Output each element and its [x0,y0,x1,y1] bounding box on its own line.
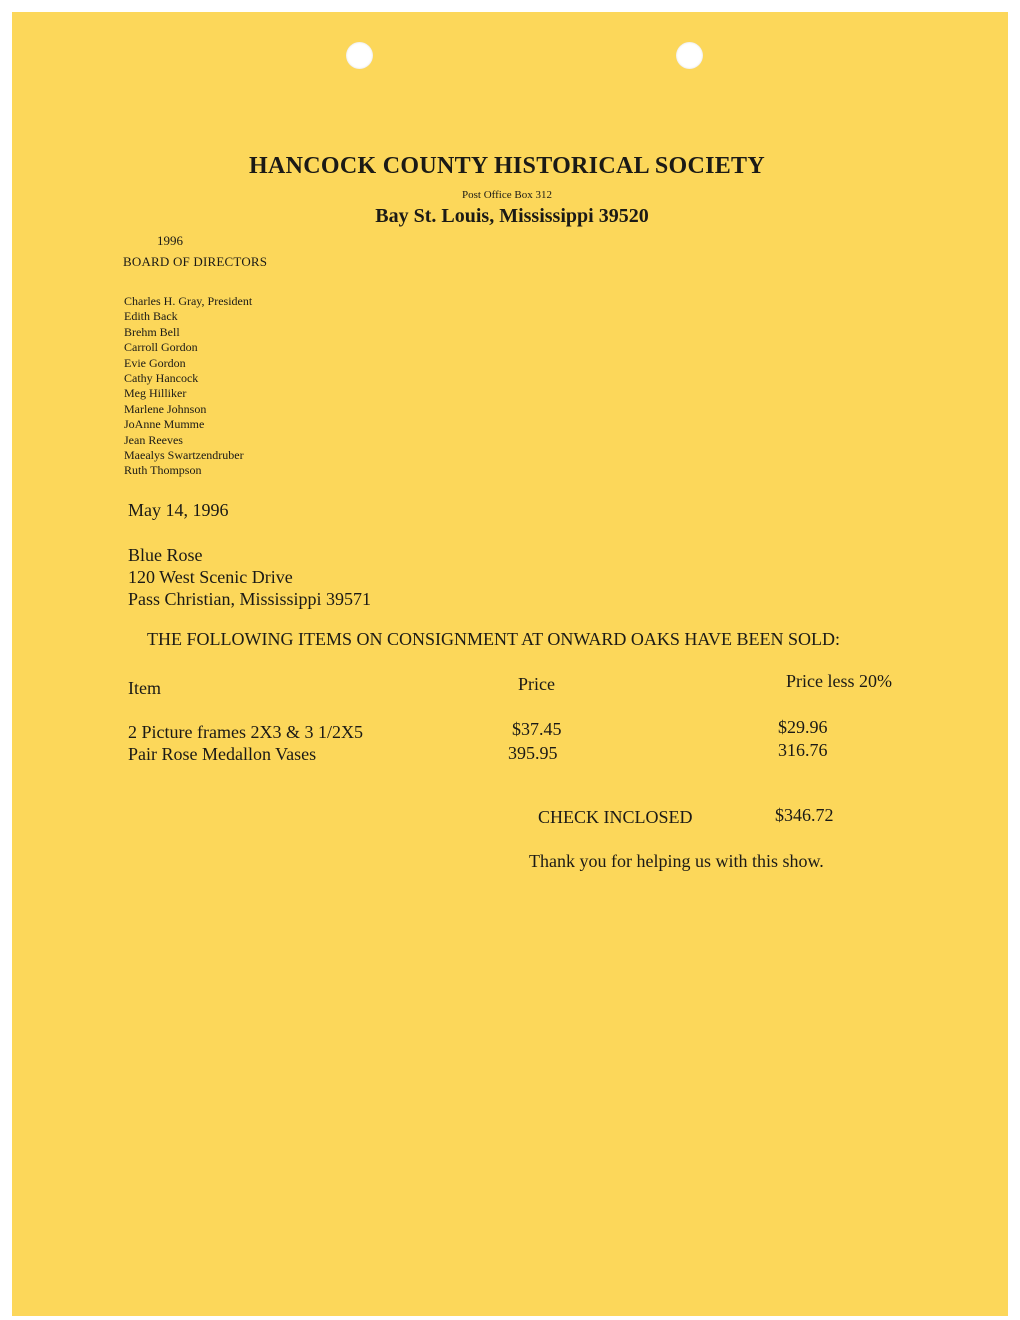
board-member: Marlene Johnson [124,401,207,416]
board-member: Maealys Swartzendruber [124,448,244,463]
punch-hole [346,42,373,69]
row-item: Pair Rose Medallon Vases [128,744,317,764]
recipient-city: Pass Christian, Mississippi 39571 [128,589,372,609]
board-heading: BOARD OF DIRECTORS [123,254,268,269]
row-price-less: 316.76 [778,740,828,760]
city-line: Bay St. Louis, Mississippi 39520 [375,205,649,227]
letter-page [12,12,1008,1316]
board-member: JoAnne Mumme [124,417,205,432]
sold-notice: THE FOLLOWING ITEMS ON CONSIGNMENT AT ONWARD OAKS HAVE BEEN SOLD: [147,629,840,649]
po-box-line: Post Office Box 312 [462,189,552,201]
board-member: Charles H. Gray, President [124,294,253,308]
recipient-name: Blue Rose [128,545,203,565]
board-member: Cathy Hancock [124,371,199,386]
check-label: CHECK INCLOSED [538,807,693,827]
board-member: Jean Reeves [124,432,183,447]
row-price-less: $29.96 [778,717,828,737]
row-price: $37.45 [512,719,562,739]
board-member: Meg Hilliker [124,386,187,401]
letter-date: May 14, 1996 [128,500,229,520]
board-member: Carroll Gordon [124,340,198,355]
closing-line: Thank you for helping us with this show. [529,851,824,871]
punch-hole [676,42,703,69]
row-price: 395.95 [508,743,558,763]
board-member: Edith Back [124,309,178,324]
organization-name: HANCOCK COUNTY HISTORICAL SOCIETY [249,153,765,179]
board-member: Ruth Thompson [124,463,202,478]
recipient-street: 120 West Scenic Drive [128,567,293,587]
column-header-price: Price [518,674,555,694]
column-header-item: Item [128,678,161,698]
board-year: 1996 [157,233,183,248]
check-amount: $346.72 [775,805,834,825]
board-member: Brehm Bell [124,324,180,339]
board-member-list [124,294,252,479]
column-header-price-less: Price less 20% [786,671,892,691]
board-member: Evie Gordon [124,355,186,370]
row-item: 2 Picture frames 2X3 & 3 1/2X5 [128,722,363,742]
